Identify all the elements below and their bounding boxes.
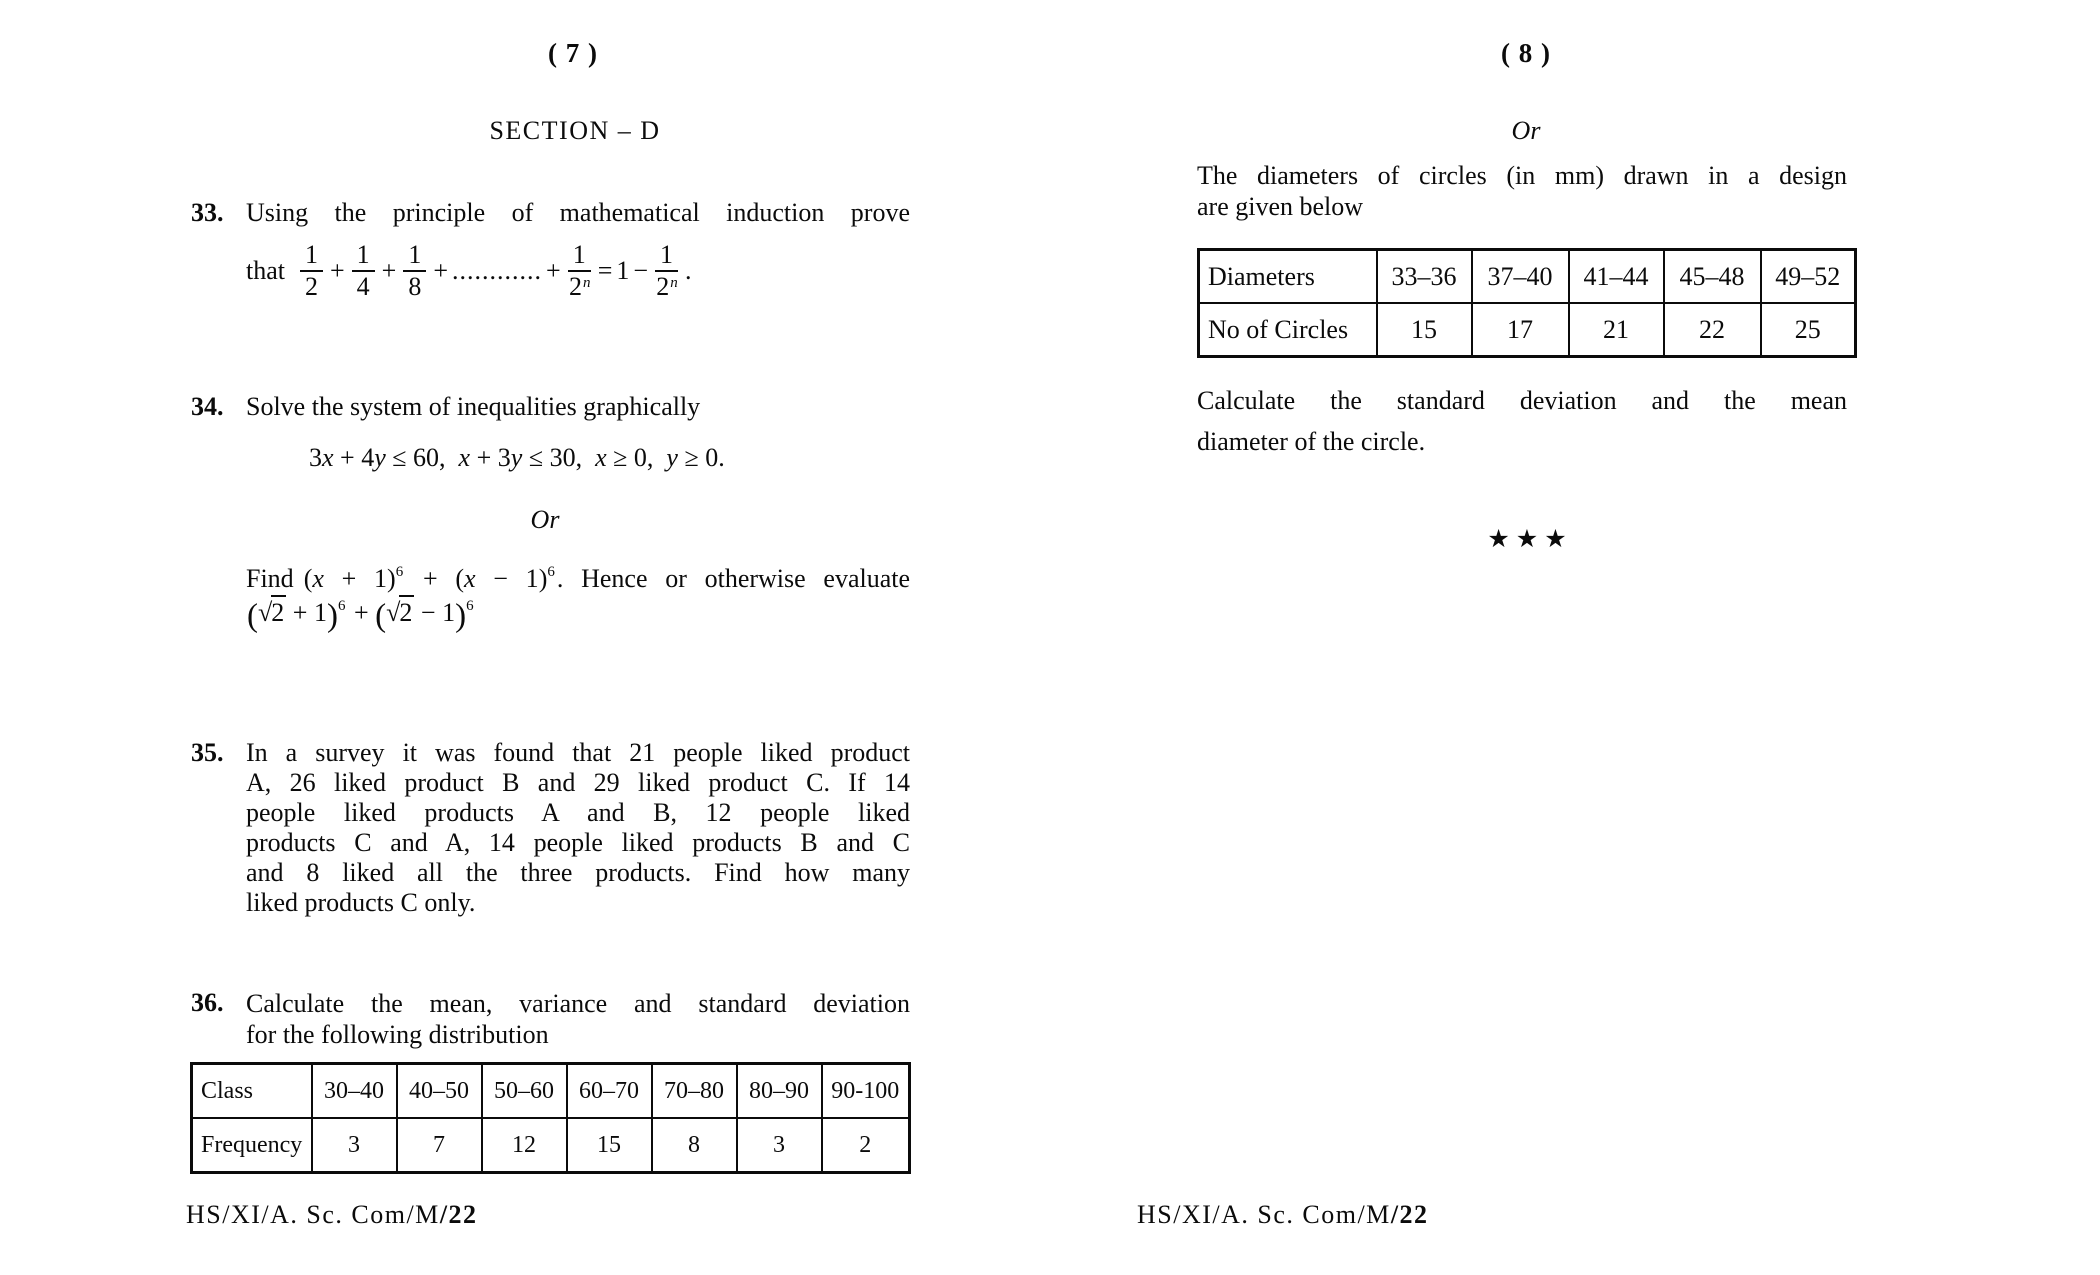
text-line: liked products C only.: [246, 888, 476, 917]
table-row: [192, 1118, 910, 1173]
text-line: products C and A, 14 people liked products B and C: [246, 828, 910, 857]
or-separator: Or: [1511, 116, 1541, 145]
table-cell: 12: [482, 1118, 567, 1173]
table-cell: 90-100: [822, 1064, 910, 1119]
table-row: [1199, 250, 1856, 304]
table-row: [1199, 303, 1856, 357]
paren-open: (: [455, 564, 465, 593]
variable-y: y: [510, 443, 523, 472]
table-cell: 21: [1569, 303, 1664, 357]
question-intro-text: [1197, 160, 1847, 222]
footer-paper-code: HS/XI/A. Sc. Com/M/22: [186, 1200, 478, 1229]
equals-sign: =: [597, 256, 613, 285]
question-36-number: 36.: [191, 988, 224, 1017]
table-cell: 37–40: [1472, 250, 1569, 304]
table-cell: 15: [567, 1118, 652, 1173]
superscript-n: n: [582, 275, 591, 291]
question-outro-text: [1197, 380, 1847, 462]
minus-sign: −: [633, 256, 649, 285]
plus-sign: +: [422, 564, 438, 593]
table-cell: 45–48: [1664, 250, 1761, 304]
plus-sign: +: [381, 256, 397, 285]
ellipsis-dots: ............: [452, 256, 543, 285]
table-cell: 3: [312, 1118, 397, 1173]
table-cell: 15: [1377, 303, 1472, 357]
plus-sign: +: [330, 256, 345, 285]
sqrt-sign: √: [258, 598, 273, 627]
table-row: [192, 1064, 910, 1119]
question-35-text: [246, 738, 910, 918]
question-34-intro: Solve the system of inequalities graphically: [246, 392, 701, 421]
question-33-intro: Using the principle of mathematical induction prove: [246, 198, 910, 227]
text-line: are given below: [1197, 192, 1364, 221]
variable-x: x: [458, 443, 471, 472]
find-word: Find: [246, 564, 294, 593]
radicand-2: 2: [271, 595, 286, 627]
sqrt-sign: √: [386, 598, 401, 627]
table-cell: No of Circles: [1199, 303, 1377, 357]
question-36-text: [246, 988, 910, 1050]
page-number: ( 8 ): [1501, 38, 1551, 68]
paren-close: ): [455, 598, 467, 634]
end-of-paper-stars: ★★★: [1487, 526, 1573, 553]
paren-open: (: [375, 598, 387, 634]
text-line: A, 26 liked product B and 29 liked product C. If 14: [246, 768, 910, 797]
question-34-inequalities: 3x + 4y ≤ 60, x + 3y ≤ 30, x ≥ 0, y ≥ 0.: [309, 443, 725, 472]
variable-y: y: [374, 443, 386, 472]
variable-x: x: [595, 443, 607, 472]
table-cell: 22: [1664, 303, 1761, 357]
text-line: and 8 liked all the three products. Find how many: [246, 858, 910, 887]
text-line: for the following distribution: [246, 1020, 549, 1049]
table-cell: 33–36: [1377, 250, 1472, 304]
question-33-formula: [246, 236, 694, 306]
table-cell: 60–70: [567, 1064, 652, 1119]
exponent-6: 6: [547, 564, 555, 580]
table-cell: 2: [822, 1118, 910, 1173]
paren-open: (: [247, 598, 258, 634]
or-separator: Or: [530, 505, 560, 534]
number-one: 1: [616, 256, 630, 285]
plus-sign: +: [353, 598, 369, 627]
table-cell: 30–40: [312, 1064, 397, 1119]
table-cell: Class: [192, 1064, 312, 1119]
text-line: The diameters of circles (in mm) drawn in a design: [1197, 161, 1847, 190]
table-cell: 41–44: [1569, 250, 1664, 304]
formula-word-that: that: [246, 256, 285, 285]
variable-x: x: [464, 564, 476, 593]
section-title: SECTION – D: [489, 116, 661, 145]
question-34-alt-intro: Find $(x + 1)^6 + (x - 1)^6$. Hence or otherwise evaluate: [246, 564, 911, 593]
text-line: Calculate the standard deviation and the mean: [1197, 386, 1847, 415]
diameters-table: [1197, 248, 1857, 358]
page-number: ( 7 ): [548, 38, 598, 68]
fraction-1-4: $\frac{1}{4}$: [352, 241, 375, 301]
paren-close: ): [387, 564, 396, 593]
exponent-6: 6: [395, 564, 404, 580]
table-cell: 50–60: [482, 1064, 567, 1119]
period: .: [685, 256, 692, 285]
alt-tail-text: . Hence or otherwise evaluate: [556, 564, 911, 593]
table-cell: 40–50: [397, 1064, 482, 1119]
radicand-2: 2: [399, 595, 414, 627]
fraction-1-2n: $\frac{1}{2^n}$: [568, 239, 591, 301]
question-34-alt-expression: $(√2 + 1)^6 + (√2 - 1)^6$: [247, 598, 476, 629]
text-line: In a survey it was found that 21 people liked product: [246, 738, 910, 767]
fraction-1-8: $\frac{1}{8}$: [403, 241, 426, 301]
question-35-number: 35.: [191, 738, 224, 767]
table-cell: 8: [652, 1118, 737, 1173]
page-8: [1050, 0, 2100, 1275]
text-line: people liked products A and B, 12 people liked: [246, 798, 910, 827]
variable-y: y: [666, 443, 678, 472]
table-cell: 80–90: [737, 1064, 822, 1119]
question-34-number: 34.: [191, 392, 224, 421]
table-cell: 70–80: [652, 1064, 737, 1119]
plus-sign: +: [546, 256, 561, 285]
table-cell: 17: [1472, 303, 1569, 357]
fraction-1-2n: $\frac{1}{2^n}$: [656, 239, 678, 301]
paren-close: ): [538, 564, 548, 593]
question-33-number: 33.: [191, 198, 224, 227]
plus-sign: +: [433, 256, 449, 285]
table-cell: Diameters: [1199, 250, 1377, 304]
text-line: diameter of the circle.: [1197, 427, 1426, 456]
table-cell: 49–52: [1761, 250, 1856, 304]
footer-paper-code: HS/XI/A. Sc. Com/M/22: [1137, 1200, 1429, 1229]
paren-close: ): [326, 598, 338, 634]
superscript-n: n: [670, 275, 678, 291]
frequency-distribution-table: [190, 1062, 911, 1174]
table-cell: 3: [737, 1118, 822, 1173]
exponent-6: 6: [337, 598, 346, 614]
text-line: Calculate the mean, variance and standard deviation: [246, 989, 910, 1018]
exponent-6: 6: [466, 598, 474, 614]
table-cell: Frequency: [192, 1118, 312, 1173]
table-cell: 7: [397, 1118, 482, 1173]
variable-x: x: [322, 443, 334, 472]
paren-open: (: [303, 564, 313, 593]
table-cell: 25: [1761, 303, 1856, 357]
fraction-1-2: $\frac{1}{2}$: [300, 241, 323, 301]
variable-x: x: [312, 564, 324, 593]
